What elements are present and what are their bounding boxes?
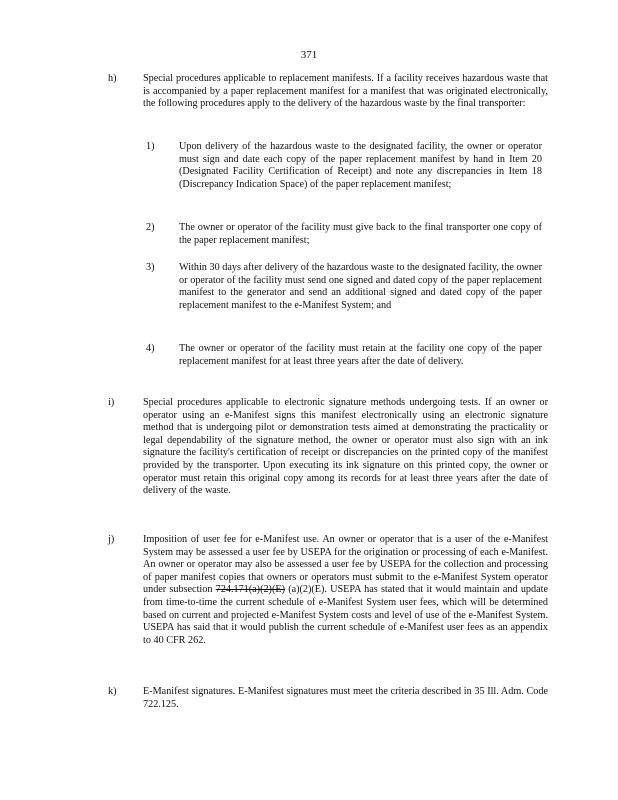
paragraph-h-text: Special procedures applicable to replacement manifests. If a facility receives hazardous waste that is accompanied by a paper replacement manifest for a manifest that was originated electronically, the following procedures apply to the delivery of the hazardous waste by the final transporter: <box>143 73 548 110</box>
paragraph-j-text-after: (a)(2)(E). USEPA has stated that it would maintain and update from time-to-time the current schedule of e-Manifest System user fees, which will be determined based on current and projected e-Manifest System costs and level of use of the e-Manifest System. USEPA has said that it would publish the current schedule of e-Manifest user fees as an appendix to 40 CFR 262. <box>143 584 548 646</box>
subparagraph-h-4-marker: 4) <box>146 343 155 354</box>
subparagraph-h-3-marker: 3) <box>146 262 155 273</box>
paragraph-j <box>108 534 548 647</box>
subparagraph-h-2-marker: 2) <box>146 222 155 233</box>
subparagraph-h-4-text: The owner or operator of the facility must retain at the facility one copy of the paper replacement manifest for at least three years after the date of delivery. <box>179 343 542 367</box>
paragraph-i-text: Special procedures applicable to electronic signature methods undergoing tests. If an owner or operator using an e-Manifest signs this manifest electronically using an electronic signature method that is undergoing pilot or demonstration tests aimed at demonstrating the practicality or legal dependability of the signature method, the owner or operator must also sign with an ink signature the facility's certification of receipt or discrepancies on the printed copy of the manifest provided by the transporter. Upon executing its ink signature on this printed copy, the owner or operator must retain this original copy among its records for at least three years after the date of delivery of the waste. <box>143 397 548 497</box>
subparagraph-h-3 <box>146 262 542 312</box>
paragraph-i <box>108 397 548 498</box>
paragraph-j-text-before: Imposition of user fee for e-Manifest use. An owner or operator that is a user of the e-Manifest System may be assessed a user fee by USEPA for the origination or processing of each e-Manifest. An owner or operator may also be assessed a user fee by USEPA for the collection and processing of paper manifest copies that owners or operators must submit to the e-Manifest System operator under subsection <box>143 534 548 596</box>
paragraph-h-marker: h) <box>108 73 117 84</box>
paragraph-i-marker: i) <box>108 397 115 408</box>
subparagraph-h-1 <box>146 141 542 191</box>
subparagraph-h-1-marker: 1) <box>146 141 155 152</box>
subparagraph-h-2-text: The owner or operator of the facility must give back to the final transporter one copy of the paper replacement manifest; <box>179 222 542 246</box>
paragraph-j-text <box>143 534 548 647</box>
paragraph-k <box>108 686 548 711</box>
subparagraph-h-1-text: Upon delivery of the hazardous waste to the designated facility, the owner or operator must sign and date each copy of the paper replacement manifest by hand in Item 20 (Designated Facility Certification of Receipt) and note any discrepancies in Item 18 (Discrepancy Indication Space) of the paper replacement manifest; <box>179 141 542 190</box>
subparagraph-h-4 <box>146 343 542 368</box>
deleted-citation: 724.171(a)(2)(E) <box>215 584 285 596</box>
subparagraph-h-3-text: Within 30 days after delivery of the hazardous waste to the designated facility, the owner or operator of the facility must send one signed and dated copy of the paper replacement manifest to the generator and send an additional signed and dated copy of the paper replacement manifest to the e-Manifest System; and <box>179 262 542 311</box>
paragraph-k-text: E-Manifest signatures. E-Manifest signatures must meet the criteria described in 35 Ill. Adm. Code 722.125. <box>143 686 548 710</box>
paragraph-h <box>108 73 548 111</box>
page-number: 371 <box>300 49 318 61</box>
paragraph-j-marker: j) <box>108 534 115 545</box>
paragraph-k-marker: k) <box>108 686 117 697</box>
subparagraph-h-2 <box>146 222 542 247</box>
